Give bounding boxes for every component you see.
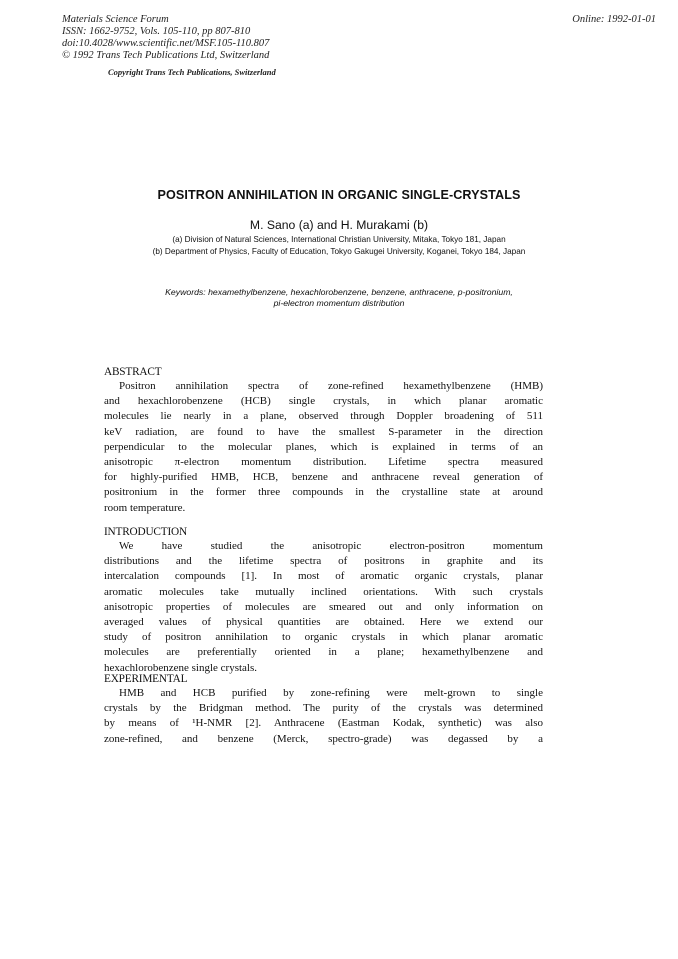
text-line: hexachlorobenzene single crystals. (104, 661, 258, 674)
text-line: molecules lie nearly in a plane, observed through Doppler broadening of 511 (104, 410, 543, 423)
keywords-line: pi-electron momentum distribution (273, 298, 405, 308)
abstract-heading: ABSTRACT (104, 366, 162, 378)
text-line: positronium in the former three compounds in the crystalline state at around (104, 486, 543, 499)
text-line: molecules are preferentially oriented in a plane; hexamethylbenzene and (104, 646, 543, 659)
text-line: study of positron annihilation to organic crystals in which planar aromatic (104, 631, 543, 644)
text-line: perpendicular to the molecular planes, which is explained in terms of an (104, 440, 543, 453)
text-line: for highly-purified HMB, HCB, benzene and anthracene reveal generation of (104, 471, 543, 484)
experimental-body (104, 686, 543, 747)
introduction-body (104, 539, 543, 676)
doi-line[interactable]: doi:10.4028/www.scientific.net/MSF.105-110.807 (62, 38, 270, 49)
publisher-copyright: Copyright Trans Tech Publications, Switzerland (108, 67, 276, 77)
text-line: Positron annihilation spectra of zone-refined hexamethylbenzene (HMB) (119, 380, 543, 392)
affiliation-b: (b) Department of Physics, Faculty of Education, Tokyo Gakugei University, Koganei, Tokyo 184, Japan (152, 247, 526, 256)
text-line: distributions and the lifetime spectra of positrons in graphite and its (104, 555, 543, 568)
journal-header (62, 14, 269, 62)
text-line: room temperature. (104, 501, 186, 514)
copyright-line: © 1992 Trans Tech Publications Ltd, Switzerland (62, 50, 270, 61)
text-line: anisotropic properties of molecules are smeared out and only information on (104, 600, 543, 613)
text-line: aromatic molecules take mutually inclined orientations. With such crystals (104, 585, 543, 598)
issn-line: ISSN: 1662-9752, Vols. 105-110, pp 807-810 (62, 26, 251, 37)
journal-name: Materials Science Forum (62, 14, 169, 25)
introduction-heading: INTRODUCTION (104, 526, 187, 538)
online-date: Online: 1992-01-01 (572, 14, 656, 25)
text-line: We have studied the anisotropic electron-positron momentum (119, 540, 543, 552)
text-line: and hexachlorobenzene (HCB) single crystals, in which planar aromatic (104, 395, 543, 408)
text-line: HMB and HCB purified by zone-refining were melt-grown to single (119, 687, 543, 699)
text-line: zone-refined, and benzene (Merck, spectro-grade) was degassed by a (104, 732, 543, 745)
text-line: crystals by the Bridgman method. The purity of the crystals was determined (104, 702, 543, 715)
affiliation-a: (a) Division of Natural Sciences, International Christian University, Mitaka, Tokyo 181, Japan (172, 235, 506, 244)
text-line: by means of ¹H-NMR [2]. Anthracene (Eastman Kodak, synthetic) was also (104, 717, 543, 730)
keywords (0, 287, 678, 309)
paper-title: POSITRON ANNIHILATION IN ORGANIC SINGLE-CRYSTALS (157, 188, 521, 202)
abstract-body (104, 379, 543, 516)
paper-authors: M. Sano (a) and H. Murakami (b) (249, 218, 429, 232)
text-line: averaged values of physical quantities are obtained. Here we extend our (104, 616, 543, 629)
experimental-heading: EXPERIMENTAL (104, 673, 188, 685)
text-line: intercalation compounds [1]. In most of aromatic organic crystals, planar (104, 570, 543, 583)
keywords-line: Keywords: hexamethylbenzene, hexachlorobenzene, benzene, anthracene, p-positronium, (165, 287, 513, 297)
text-line: anisotropic π-electron momentum distribution. Lifetime spectra measured (104, 456, 543, 469)
text-line: keV radiation, are found to have the smallest S-parameter in the direction (104, 425, 543, 438)
